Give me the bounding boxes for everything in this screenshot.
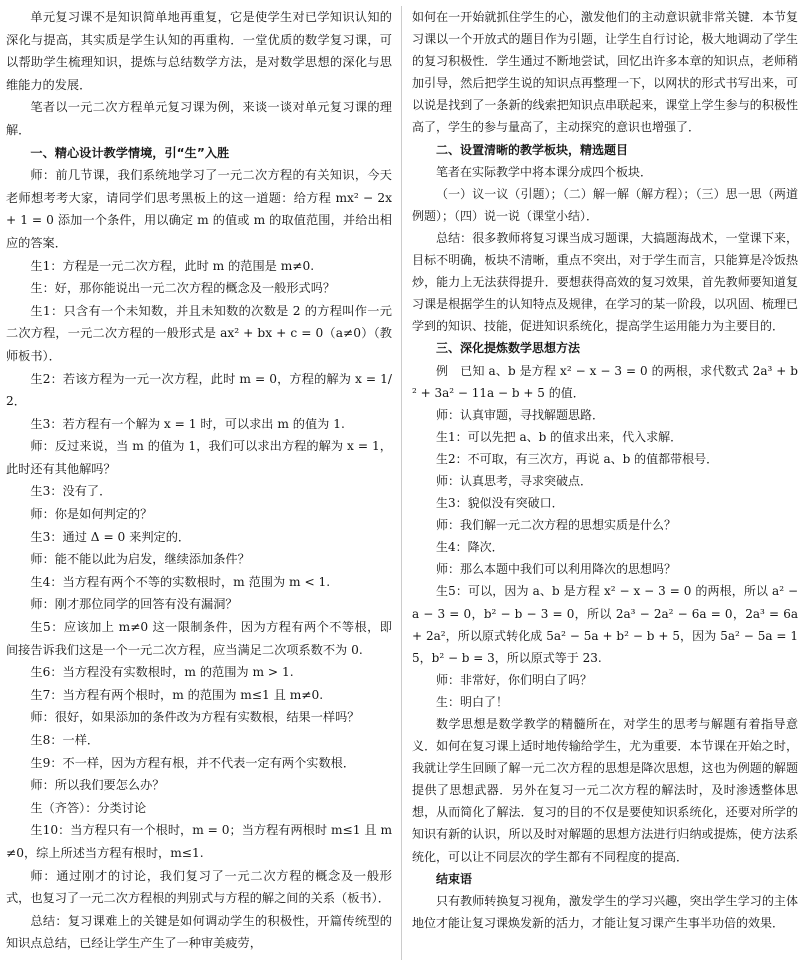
- paragraph: 师：反过来说，当 m 的值为 1，我们可以求出方程的解为 x = 1，此时还有其他解吗？: [6, 439, 392, 476]
- paragraph: 生2：不可取，有三次方，再说 a、b 的值都带根号．: [436, 451, 719, 466]
- section-heading: 三、深化提炼数学思想方法: [436, 341, 581, 356]
- paragraph: 生：好，那你能说出一元二次方程的概念及一般形式吗？: [30, 281, 336, 296]
- right-column: [412, 6, 798, 934]
- paragraph: 师：通过刚才的讨论，我们复习了一元二次方程的概念及一般形式，也复习了一元二次方程根的判别式与方程的解之间的关系（板书）．: [6, 868, 392, 906]
- paragraph: 生（齐答）：分类讨论: [30, 800, 147, 815]
- left-column: [6, 6, 392, 955]
- paragraph: 生5：应该加上 m≠0 这一限制条件，因为方程有两个不等根，即间接告诉我们这是一个一元二次方程，应当满足二次项系数不为 0.: [6, 620, 392, 657]
- paragraph: 单元复习课不是知识简单地再重复，它是使学生对已学知识认知的深化与提高，其实质是学生认知的再重构．一堂优质的数学复习课，可以帮助学生梳理知识，提炼与总结数学方法，是对数学思想的深化与思维能力的发展．: [6, 10, 392, 92]
- paragraph: 数学思想是数学教学的精髓所在，对学生的思考与解题有着指导意义．如何在复习课上适时地传输给学生，尤为重要．本节课在开始之时，我就让学生回顾了解一元二次方程的思想是降次思想，这也为例题的解题提供了思想武器．另外在复习一元二次方程的解法时，及时渗透整体思想，从而简化了解法．复习的目的不仅是要使知识系统化，还要对所学的知识有新的认识，所以及时对解题的思想方法进行归纳或提炼，使方法系统化，可以让不同层次的学生都有不同程度的提高．: [412, 717, 798, 864]
- paragraph: 生6：当方程没有实数根时，m 的范围为 m > 1.: [30, 665, 294, 680]
- section-heading: 一、精心设计教学情境，引“生”入胜: [30, 145, 230, 160]
- paragraph: 师：你是如何判定的？: [30, 507, 153, 522]
- paragraph: 生2：若该方程为一元一次方程，此时 m = 0，方程的解为 x = 1/2．: [6, 371, 392, 409]
- column-divider: [401, 6, 402, 960]
- paragraph: 只有教师转换复习视角，激发学生的学习兴趣，突出学生学习的主体地位才能让复习课焕发新的活力，才能让复习课产生事半功倍的效果．: [412, 893, 798, 930]
- paragraph: 生1：可以先把 a、b 的值求出来，代入求解．: [436, 429, 683, 444]
- paragraph: 生3：没有了．: [30, 484, 112, 499]
- paragraph: 生5：可以，因为 a、b 是方程 x² − x − 3 = 0 的两根，所以 a² − a − 3 = 0，b² − b − 3 = 0，所以 2a³ − 2a² − 6a = 0，2a³ = 6a + 2a²，所以原式转化成 5a² − 5a + b² − b + 5，因为 5a² − 5a = 15，b² − b = 3，所以原式等于 23.: [412, 584, 798, 665]
- paragraph: 总结：复习课难上的关键是如何调动学生的积极性，开篇传统型的知识点总结，已经让学生产生了一种审美疲劳，: [6, 913, 392, 951]
- paragraph: 师：认真审题，寻找解题思路．: [436, 407, 605, 422]
- section-heading: 结束语: [436, 871, 473, 886]
- paragraph: 生3：若方程有一个解为 x = 1 时，可以求出 m 的值为 1.: [30, 416, 345, 431]
- paragraph: 生1：只含有一个未知数，并且未知数的次数是 2 的方程叫作一元二次方程，一元二次方程的一般形式是 ax² + bx + c = 0（a≠0）（教师板书）．: [6, 303, 392, 363]
- paragraph: 生10：当方程只有一个根时，m = 0；当方程有两根时 m≤1 且 m≠0，综上所述当方程有根时，m≤1.: [6, 823, 392, 860]
- paragraph: 如何在一开始就抓住学生的心，激发他们的主动意识就非常关键．本节复习课以一个开放式的题目作为引题，让学生自行讨论，极大地调动了学生的复习积极性．学生通过不断地尝试，回忆出许多本章的知识点，老师稍加引导，然后把学生说的知识点再整理一下，以网状的形式书写出来，可以说是找到了一条新的线索把知识点串联起来，课堂上学生参与的积极性高了，学生的参与量高了，主动探究的意识也增强了．: [412, 10, 798, 135]
- paragraph: 笔者以一元二次方程单元复习课为例，来谈一谈对单元复习课的理解．: [6, 100, 392, 137]
- paragraph: 生4：降次．: [436, 540, 504, 555]
- paragraph: 师：所以我们要怎么办？: [30, 778, 165, 793]
- paragraph: 师：认真思考，寻求突破点．: [436, 473, 593, 488]
- paragraph: 师：非常好，你们明白了吗？: [436, 672, 593, 687]
- paragraph: （一）议一议（引题）；（二）解一解（解方程）；（三）思一思（两道例题）；（四）说一说（课堂小结）．: [412, 186, 798, 223]
- paragraph: 例 已知 a、b 是方程 x² − x − 3 = 0 的两根，求代数式 2a³ + b² + 3a² − 11a − b + 5 的值．: [412, 363, 798, 400]
- paragraph: 师：能不能以此为启发，继续添加条件？: [30, 552, 250, 567]
- paragraph: 师：前几节课，我们系统地学习了一元二次方程的有关知识，今天老师想考考大家，请同学们思考黑板上的这一道题：给方程 mx² − 2x + 1 = 0 添加一个条件，用以确定 m 的值或 m 的取值范围，并给出相应的答案．: [6, 168, 392, 250]
- paragraph: 师：刚才那位同学的回答有没有漏洞？: [30, 597, 238, 612]
- paragraph: 笔者在实际教学中将本课分成四个板块．: [436, 164, 653, 179]
- paragraph: 生7：当方程有两个根时，m 的范围为 m≤1 且 m≠0.: [30, 687, 324, 702]
- paragraph: 生4：当方程有两个不等的实数根时，m 范围为 m < 1.: [30, 574, 331, 589]
- paragraph: 总结：很多教师将复习课当成习题课，大搞题海战术，一堂课下来，目标不明确，板块不清晰，重点不突出，对于学生而言，只能算是冷饭热炒，能力上无法获得提升．要想获得高效的复习效果，首先教师要知道复习课是根据学生的认知特点及规律，在学习的某一阶段，以巩固、梳理已学到的知识、技能，促进知识系统化，提高学生运用能力为主要目的．: [412, 230, 798, 334]
- paragraph: 师：很好，如果添加的条件改为方程有实数根，结果一样吗？: [30, 710, 360, 725]
- paragraph: 师：我们解一元二次方程的思想实质是什么？: [436, 518, 677, 533]
- paragraph: 生1：方程是一元二次方程，此时 m 的范围是 m≠0.: [30, 258, 315, 273]
- paragraph: 师：那么本题中我们可以利用降次的思想吗？: [436, 562, 677, 577]
- section-heading: 二、设置清晰的教学板块，精选题目: [436, 142, 629, 157]
- paragraph: 生8：一样．: [30, 733, 100, 747]
- paragraph: 生3：通过 Δ = 0 来判定的．: [30, 529, 191, 544]
- paragraph: 生：明白了！: [436, 694, 509, 709]
- paragraph: 生9：不一样，因为方程有根，并不代表一定有两个实数根．: [30, 755, 356, 770]
- paragraph: 生3：貌似没有突破口．: [436, 496, 564, 511]
